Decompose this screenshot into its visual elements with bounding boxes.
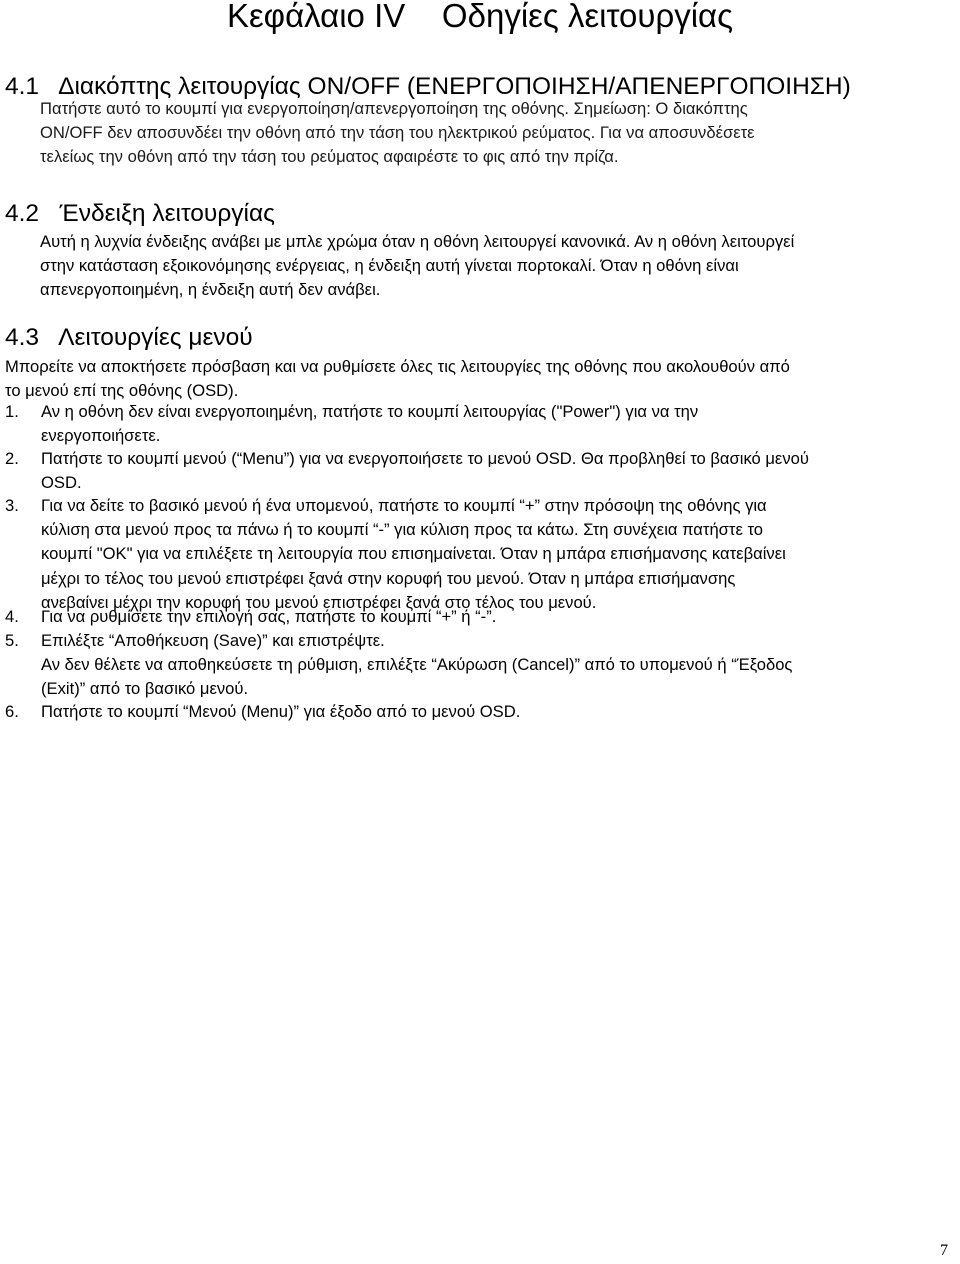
list-item-number: 4.	[5, 607, 19, 626]
list-item-line: Αν η οθόνη δεν είναι ενεργοποιημένη, πατήστε το κουμπί λειτουργίας ("Power") για να την	[41, 402, 699, 421]
section-4-3-heading: 4.3 Λειτουργίες μενού	[5, 324, 253, 351]
list-item-number: 2.	[5, 449, 19, 468]
list-item-line: Πατήστε το κουμπί “Μενού (Menu)” για έξοδο από το μενού OSD.	[41, 702, 521, 721]
paragraph-line: τελείως την οθόνη από την τάση του ρεύματος αφαιρέστε το φις από την πρίζα.	[40, 147, 619, 166]
chapter-title: Κεφάλαιο IV Οδηγίες λειτουργίας	[226, 0, 734, 34]
list-item-line: Αν δεν θέλετε να αποθηκεύσετε τη ρύθμιση, επιλέξτε “Ακύρωση (Cancel)” από το υπομενού ή “Έξοδος	[41, 655, 793, 675]
list-item-line: Πατήστε το κουμπί μενού (“Menu”) για να ενεργοποιήσετε το μενού OSD. Θα προβληθεί το βασικό μενού	[41, 449, 809, 468]
section-4-1-heading: 4.1 Διακόπτης λειτουργίας ON/OFF (ΕΝΕΡΓΟΠΟΙΗΣΗ/ΑΠΕΝΕΡΓΟΠΟΙΗΣΗ)	[5, 73, 851, 100]
paragraph-line: το μενού επί της οθόνης (OSD).	[5, 381, 239, 400]
list-item-line: κύλιση στα μενού προς τα πάνω ή το κουμπί “-” για κύλιση προς τα κάτω. Στη συνέχεια πατήστε το	[41, 520, 764, 540]
list-item-number: 5.	[5, 631, 19, 650]
paragraph-line: απενεργοποιημένη, η ένδειξη αυτή δεν ανάβει.	[40, 280, 381, 299]
list-item-number: 3.	[5, 496, 19, 515]
section-4-2-heading: 4.2 Ένδειξη λειτουργίας	[5, 200, 275, 227]
list-item-line: κουμπί "OK" για να επιλέξετε τη λειτουργία που επισημαίνεται. Όταν η μπάρα επισήμανσης κατεβαίνει	[41, 544, 786, 564]
section-4-1-body	[40, 97, 755, 169]
section-4-2-body	[40, 230, 794, 302]
list-item-line: OSD.	[41, 473, 82, 493]
paragraph-line: στην κατάσταση εξοικονόμησης ενέργειας, η ένδειξη αυτή γίνεται πορτοκαλί. Όταν η οθόνη είναι	[40, 256, 739, 275]
list-item-line: Επιλέξτε “Αποθήκευση (Save)” και επιστρέψτε.	[41, 631, 385, 650]
paragraph-line: Πατήστε αυτό το κουμπί για ενεργοποίηση/απενεργοποίηση της οθόνης. Σημείωση: Ο διακόπτης	[40, 99, 748, 118]
section-4-3-intro	[5, 355, 790, 403]
list-item	[5, 400, 698, 448]
list-item	[5, 700, 520, 724]
list-item	[5, 629, 792, 702]
list-item-line: Για να δείτε το βασικό μενού ή ένα υπομενού, πατήστε το κουμπί “+” στην πρόσοψη της οθόνης για	[41, 496, 767, 515]
list-item	[5, 447, 809, 495]
list-item-number: 6.	[5, 702, 19, 721]
list-item	[5, 605, 496, 629]
list-item-line: ενεργοποιήσετε.	[41, 426, 161, 446]
list-item-line: ανεβαίνει μέχρι την κορυφή του μενού επιστρέφει ξανά στο τέλος του μενού.	[41, 592, 597, 612]
page-number: 7	[940, 1242, 948, 1259]
paragraph-line: Αυτή η λυχνία ένδειξης ανάβει με μπλε χρώμα όταν η οθόνη λειτουργεί κανονικά. Αν η οθόνη λειτουργεί	[40, 232, 795, 251]
list-item-line: (Exit)” από το βασικό μενού.	[41, 679, 249, 699]
list-item-line: Για να ρυθμίσετε την επιλογή σας, πατήστε το κουμπί “+” ή “-”.	[41, 607, 497, 626]
list-item-number: 1.	[5, 402, 19, 421]
list-item-line: μέχρι το τέλος του μενού επιστρέφει ξανά στην κορυφή του μενού. Όταν η μπάρα επισήμανσης	[41, 568, 736, 588]
paragraph-line: Μπορείτε να αποκτήσετε πρόσβαση και να ρυθμίσετε όλες τις λειτουργίες της οθόνης που ακολουθούν από	[5, 357, 790, 376]
paragraph-line: ON/OFF δεν αποσυνδέει την οθόνη από την τάση του ηλεκτρικού ρεύματος. Για να αποσυνδέσετε	[40, 123, 755, 142]
list-item	[5, 494, 786, 615]
